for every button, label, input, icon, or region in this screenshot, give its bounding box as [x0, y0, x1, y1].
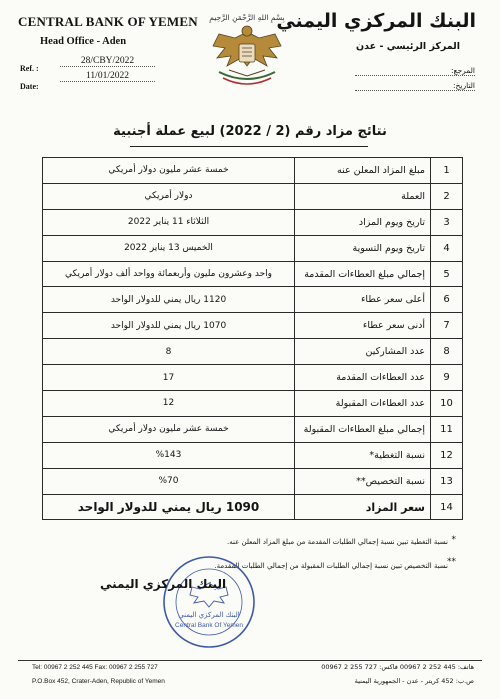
row-number: 14 — [431, 494, 463, 520]
arabic-ref-label: المرجع: — [355, 66, 475, 76]
row-number: 9 — [431, 365, 463, 391]
row-number: 3 — [431, 209, 463, 235]
row-number: 11 — [431, 416, 463, 442]
footer-ar-phone: هاتف: 445 252 2 00967 فاكس: 727 255 2 00967 — [321, 663, 474, 671]
row-number: 5 — [431, 261, 463, 287]
row-number: 12 — [431, 442, 463, 468]
arabic-date-label: التاريخ: — [355, 81, 475, 91]
row-number: 10 — [431, 391, 463, 417]
auction-results-table — [42, 157, 463, 520]
row-label: نسبة التغطية* — [295, 442, 431, 468]
footer-ar-address: ص.ب: 452 كريتر - عدن - الجمهورية اليمنية — [354, 677, 474, 685]
results-row — [43, 416, 463, 442]
row-label: نسبة التخصيص** — [295, 468, 431, 494]
stamp-english-text: Central Bank Of Yemen — [175, 622, 243, 629]
results-row — [43, 339, 463, 365]
row-value: 1090 ريال يمني للدولار الواحد — [43, 494, 295, 520]
row-label: سعر المزاد — [295, 494, 431, 520]
row-number: 8 — [431, 339, 463, 365]
row-number: 7 — [431, 313, 463, 339]
row-label: عدد المشاركين — [295, 339, 431, 365]
row-label: عدد العطاءات المقبولة — [295, 391, 431, 417]
row-number: 4 — [431, 235, 463, 261]
results-row — [43, 313, 463, 339]
footer-en-address: P.O.Box 452, Crater-Aden, Republic of Yemen — [32, 678, 165, 685]
stamp-arabic-text: البنك المركزي اليمني — [178, 611, 240, 619]
note1-star: * — [451, 535, 456, 545]
row-number: 2 — [431, 183, 463, 209]
row-label: تاريخ ويوم المزاد — [295, 209, 431, 235]
row-value: الثلاثاء 11 يناير 2022 — [43, 209, 295, 235]
row-value: الخميس 13 يناير 2022 — [43, 235, 295, 261]
row-number: 1 — [431, 158, 463, 184]
row-number: 6 — [431, 287, 463, 313]
row-label: إجمالي مبلغ العطاءات المقدمة — [295, 261, 431, 287]
results-row — [43, 442, 463, 468]
english-bank-name: CENTRAL BANK OF YEMEN — [18, 14, 198, 29]
results-row — [43, 494, 463, 520]
results-row — [43, 158, 463, 184]
row-label: مبلغ المزاد المعلن عنه — [295, 158, 431, 184]
results-row — [43, 391, 463, 417]
allocation-note: نسبة التخصيص تبين نسبة إجمالي الطلبات المقبولة من إجمالي الطلبات المقدمة. — [214, 562, 448, 570]
results-row — [43, 235, 463, 261]
row-value: 1120 ريال يمني للدولار الواحد — [43, 287, 295, 313]
row-value: خمسة عشر مليون دولار أمريكي — [43, 416, 295, 442]
ref-value: 28/CBY/2022 — [60, 56, 155, 67]
results-row — [43, 209, 463, 235]
english-office-name: Head Office - Aden — [40, 36, 127, 47]
date-value: 11/01/2022 — [60, 71, 155, 82]
row-value: دولار أمريكي — [43, 183, 295, 209]
signature-bank-name: البنك المركزي اليمني — [100, 577, 227, 591]
note2-star: ** — [447, 557, 456, 567]
basmala-text: بِسْمِ اللهِ الرَّحْمَنِ الرَّحِيمِ — [209, 13, 285, 22]
arabic-office-name: المركز الرئيسي - عدن — [356, 41, 460, 52]
row-label: العملة — [295, 183, 431, 209]
row-value: 8 — [43, 339, 295, 365]
results-row — [43, 287, 463, 313]
date-label: Date: — [20, 82, 39, 91]
row-label: إجمالي مبلغ العطاءات المقبولة — [295, 416, 431, 442]
row-value: 12 — [43, 391, 295, 417]
results-row — [43, 261, 463, 287]
row-value: %70 — [43, 468, 295, 494]
row-label: أعلى سعر عطاء — [295, 287, 431, 313]
footer-en-phone: Tel: 00967 2 252 445 Fax: 00967 2 255 727 — [32, 664, 158, 671]
results-row — [43, 365, 463, 391]
arabic-bank-name: البنك المركزي اليمني — [276, 10, 476, 32]
results-row — [43, 183, 463, 209]
ref-label: Ref. : — [20, 64, 39, 73]
bank-stamp-icon — [160, 553, 258, 651]
results-table-body — [43, 158, 463, 520]
row-value: 1070 ريال يمني للدولار الواحد — [43, 313, 295, 339]
row-value: %143 — [43, 442, 295, 468]
row-label: تاريخ ويوم التسوية — [295, 235, 431, 261]
coverage-note: نسبة التغطية تبين نسبة إجمالي الطلبات المقدمة من مبلغ المزاد المعلن عنه. — [227, 538, 448, 546]
row-number: 13 — [431, 468, 463, 494]
results-row — [43, 468, 463, 494]
row-label: أدنى سعر عطاء — [295, 313, 431, 339]
title-underline — [130, 146, 368, 147]
row-value: واحد وعشرون مليون وأربعمائة وواحد ألف دولار أمريكي — [43, 261, 295, 287]
document-title: نتائج مزاد رقم (2 / 2022) لبيع عملة أجنبية — [113, 124, 387, 139]
row-label: عدد العطاءات المقدمة — [295, 365, 431, 391]
row-value: 17 — [43, 365, 295, 391]
footer-divider — [18, 660, 482, 661]
row-value: خمسة عشر مليون دولار أمريكي — [43, 158, 295, 184]
